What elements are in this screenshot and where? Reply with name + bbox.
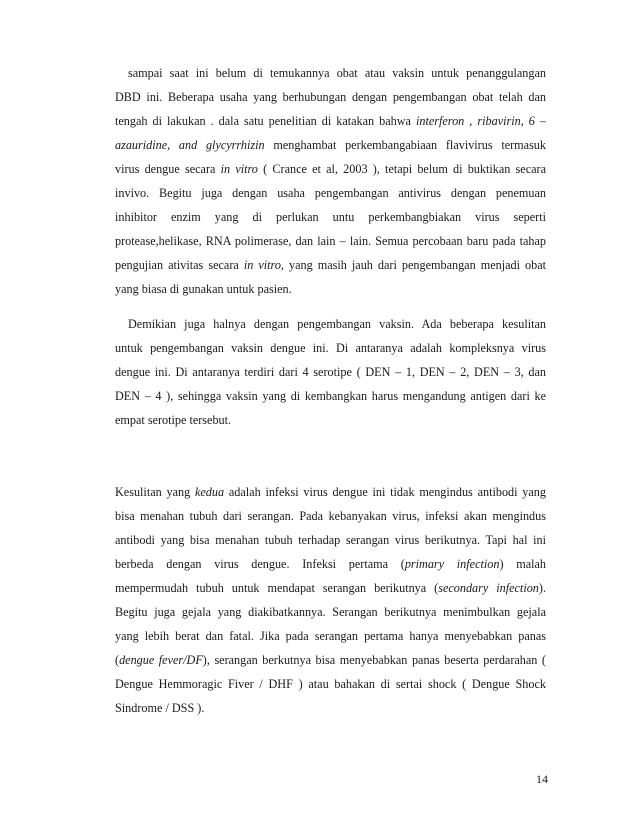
text-line: bisa menahan tubuh dari serangan. Pada kebanyakan virus, infeksi akan mengindus <box>115 509 546 523</box>
text-line: Begitu juga gejala yang diakibatkannya. Serangan berikutnya menimbulkan gejala <box>115 605 546 619</box>
text-line: antibodi yang bisa menahan tubuh terhadap serangan virus berikutnya. Tapi hal ini <box>115 533 546 547</box>
text-run: pengujian ativitas secara <box>115 258 244 272</box>
text-run: ). <box>538 581 546 595</box>
text-run: Kesulitan yang <box>115 485 195 499</box>
text-line <box>115 483 546 501</box>
italic-term: interferon <box>415 114 465 128</box>
italic-term: azauridine, and glycyrrhizin <box>115 138 265 152</box>
text-run: , <box>464 114 478 128</box>
text-run: yang masih jauh dari pengembangan menjadi obat <box>283 258 547 272</box>
text-line <box>115 136 546 154</box>
text-line: empat serotipe tersebut. <box>115 413 232 427</box>
text-run: ( Crance et al, 2003 ), tetapi belum di buktikan secara <box>257 162 546 176</box>
text-run: mempermudah tubuh untuk mendapat serangan berikutnya ( <box>115 581 439 595</box>
text-run: berbeda dengan virus dengue. Infeksi pertama ( <box>115 557 405 571</box>
italic-term: kedua <box>194 485 225 499</box>
text-run: ) malah <box>499 557 547 571</box>
text-line <box>115 160 546 178</box>
text-run: tengah di lakukan . dala satu penelitian di katakan bahwa <box>115 114 416 128</box>
text-line: Dengue Hemmoragic Fiver / DHF ) atau bahakan di sertai shock ( Dengue Shock <box>115 677 546 691</box>
text-line: yang lebih berat dan fatal. Jika pada serangan pertama hanya menyebabkan panas <box>115 629 546 643</box>
text-line <box>115 112 546 130</box>
text-line <box>115 579 546 597</box>
page-number: 14 <box>536 772 548 786</box>
text-run: menghambat perkembangabiaan flavivirus termasuk <box>264 138 546 152</box>
text-run: ), serangan berkutnya bisa menyebabkan panas beserta perdarahan ( <box>202 653 546 667</box>
text-line: untuk pengembangan vaksin dengue ini. Di antaranya adalah kompleksnya virus <box>115 341 546 355</box>
text-line: inhibitor enzim yang di perlukan untu perkembangbiakan virus seperti <box>115 210 546 224</box>
italic-term: dengue fever/DF <box>119 653 203 667</box>
text-line: Demikian juga halnya dengan pengembangan vaksin. Ada beberapa kesulitan <box>128 317 546 331</box>
text-line: DEN – 4 ), sehingga vaksin yang di kembangkan harus mengandung antigen dari ke <box>115 389 546 403</box>
text-line <box>115 256 546 274</box>
italic-term: in vitro <box>220 162 258 176</box>
text-line: protease,helikase, RNA polimerase, dan lain – lain. Semua percobaan baru pada tahap <box>115 234 546 248</box>
text-line: yang biasa di gunakan untuk pasien. <box>115 282 292 296</box>
italic-term: primary infection <box>404 557 500 571</box>
text-line: DBD ini. Beberapa usaha yang berhubungan dengan pengembangan obat telah dan <box>115 90 546 104</box>
text-run: ( <box>115 653 120 667</box>
text-line <box>115 555 546 573</box>
text-run: adalah infeksi virus dengue ini tidak mengindus antibodi yang <box>224 485 546 499</box>
text-line <box>115 651 546 669</box>
italic-term: ribavirin, 6 – <box>477 114 546 128</box>
text-run: virus dengue secara <box>115 162 221 176</box>
text-line: invivo. Begitu juga dengan usaha pengembangan antivirus dengan penemuan <box>115 186 546 200</box>
text-line: Sindrome / DSS ). <box>115 701 205 715</box>
text-line: sampai saat ini belum di temukannya obat atau vaksin untuk penanggulangan <box>128 66 546 80</box>
italic-term: in vitro, <box>243 258 284 272</box>
italic-term: secondary infection <box>438 581 539 595</box>
text-line: dengue ini. Di antaranya terdiri dari 4 serotipe ( DEN – 1, DEN – 2, DEN – 3, dan <box>115 365 546 379</box>
